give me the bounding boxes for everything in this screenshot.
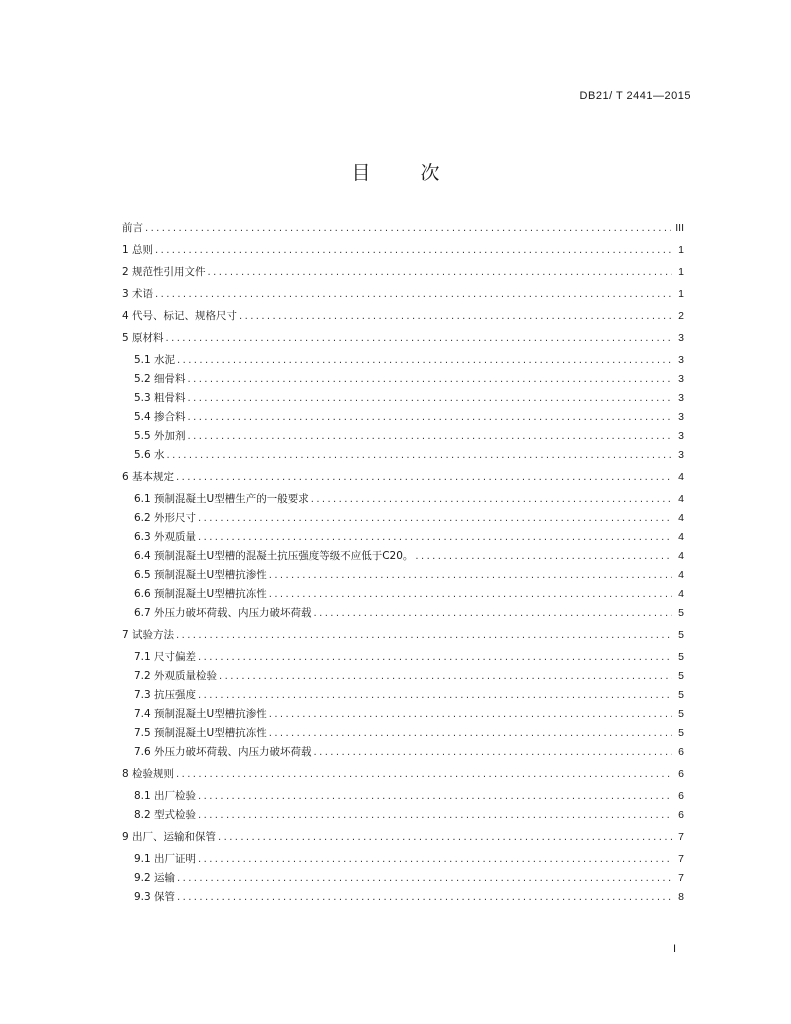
toc-dot-leader — [176, 626, 672, 645]
toc-entry-label: 6.6 预制混凝土U型槽抗冻性 — [134, 588, 267, 600]
toc-dot-leader — [198, 787, 672, 806]
toc-entry[interactable] — [122, 547, 684, 566]
toc-entry-label: 6.4 预制混凝土U型槽的混凝土抗压强度等级不应低于C20。 — [134, 550, 414, 562]
toc-entry-label: 5.1 水泥 — [134, 354, 176, 366]
toc-entry-page: 4 — [678, 531, 684, 543]
toc-dot-leader — [198, 850, 672, 869]
toc-entry-page: 1 — [678, 266, 684, 278]
toc-entry[interactable] — [122, 285, 684, 304]
table-of-contents — [122, 219, 684, 907]
toc-dot-leader — [314, 604, 672, 623]
toc-entry-page: 3 — [678, 354, 684, 366]
toc-entry-label: 6.5 预制混凝土U型槽抗渗性 — [134, 569, 267, 581]
toc-entry[interactable] — [122, 850, 684, 869]
toc-dot-leader — [198, 648, 672, 667]
toc-dot-leader — [188, 389, 672, 408]
toc-entry[interactable] — [122, 446, 684, 465]
toc-entry-label: 6.2 外形尺寸 — [134, 512, 197, 524]
toc-entry-label: 7.4 预制混凝土U型槽抗渗性 — [134, 708, 267, 720]
toc-entry-page: 5 — [678, 727, 684, 739]
toc-dot-leader — [269, 566, 672, 585]
toc-entry-label: 6.7 外压力破坏荷载、内压力破坏荷载 — [134, 607, 312, 619]
page-title: 目 次 — [351, 162, 462, 184]
toc-entry-label: 2 规范性引用文件 — [122, 266, 206, 278]
toc-entry-label: 5.6 水 — [134, 449, 165, 461]
toc-entry-page: 4 — [678, 493, 684, 505]
toc-entry-label: 5 原材料 — [122, 332, 164, 344]
toc-entry-page: 4 — [678, 471, 684, 483]
toc-dot-leader — [145, 219, 671, 238]
toc-entry[interactable] — [122, 828, 684, 847]
toc-entry[interactable] — [122, 427, 684, 446]
toc-entry[interactable] — [122, 686, 684, 705]
toc-dot-leader — [239, 307, 672, 326]
toc-dot-leader — [188, 370, 672, 389]
toc-dot-leader — [311, 490, 672, 509]
toc-entry[interactable] — [122, 667, 684, 686]
toc-entry[interactable] — [122, 490, 684, 509]
toc-entry-page: 6 — [678, 809, 684, 821]
toc-entry-label: 7.5 预制混凝土U型槽抗冻性 — [134, 727, 267, 739]
toc-entry[interactable] — [122, 705, 684, 724]
toc-entry-label: 9.3 保管 — [134, 891, 176, 903]
toc-dot-leader — [155, 241, 672, 260]
toc-entry-label: 6 基本规定 — [122, 471, 175, 483]
toc-entry-page: 4 — [678, 588, 684, 600]
toc-entry-page: 3 — [678, 430, 684, 442]
toc-dot-leader — [219, 667, 672, 686]
toc-dot-leader — [188, 408, 672, 427]
toc-dot-leader — [208, 263, 672, 282]
toc-entry-page: 7 — [678, 872, 684, 884]
toc-entry-label: 8.1 出厂检验 — [134, 790, 197, 802]
toc-dot-leader — [218, 828, 672, 847]
toc-entry[interactable] — [122, 329, 684, 348]
toc-entry[interactable] — [122, 724, 684, 743]
toc-dot-leader — [415, 547, 672, 566]
toc-entry-page: 7 — [678, 831, 684, 843]
toc-entry-label: 4 代号、标记、规格尺寸 — [122, 310, 238, 322]
toc-dot-leader — [176, 468, 672, 487]
toc-entry[interactable] — [122, 263, 684, 282]
toc-entry-page: 5 — [678, 607, 684, 619]
toc-entry-label: 8 检验规则 — [122, 768, 175, 780]
toc-entry[interactable] — [122, 351, 684, 370]
toc-entry[interactable] — [122, 765, 684, 784]
toc-dot-leader — [177, 888, 672, 907]
toc-entry-page: 5 — [678, 708, 684, 720]
toc-entry-label: 1 总则 — [122, 244, 154, 256]
toc-entry-page: 3 — [678, 411, 684, 423]
toc-entry-page: 5 — [678, 670, 684, 682]
document-id: DB21/ T 2441—2015 — [579, 90, 691, 102]
toc-entry-page: 6 — [678, 790, 684, 802]
toc-entry-label: 6.1 预制混凝土U型槽生产的一般要求 — [134, 493, 309, 505]
toc-entry[interactable] — [122, 626, 684, 645]
toc-entry-label: 5.5 外加剂 — [134, 430, 186, 442]
toc-entry-page: 6 — [678, 768, 684, 780]
toc-entry-page: 4 — [678, 550, 684, 562]
toc-entry[interactable] — [122, 408, 684, 427]
toc-entry[interactable] — [122, 743, 684, 762]
toc-entry[interactable] — [122, 869, 684, 888]
toc-entry-page: 1 — [678, 244, 684, 256]
toc-entry[interactable] — [122, 509, 684, 528]
toc-entry[interactable] — [122, 566, 684, 585]
toc-entry-page: 4 — [678, 569, 684, 581]
toc-entry[interactable] — [122, 787, 684, 806]
toc-dot-leader — [177, 351, 672, 370]
toc-entry[interactable] — [122, 307, 684, 326]
page-number: I — [672, 943, 676, 955]
toc-entry-label: 5.3 粗骨料 — [134, 392, 186, 404]
toc-entry[interactable] — [122, 389, 684, 408]
toc-entry-label: 7.1 尺寸偏差 — [134, 651, 197, 663]
toc-dot-leader — [166, 329, 672, 348]
toc-entry-label: 5.4 掺合料 — [134, 411, 186, 423]
toc-entry-label: 7.3 抗压强度 — [134, 689, 197, 701]
toc-dot-leader — [314, 743, 672, 762]
toc-entry-label: 7 试验方法 — [122, 629, 175, 641]
toc-entry-label: 9 出厂、运输和保管 — [122, 831, 217, 843]
toc-entry-label: 7.6 外压力破坏荷载、内压力破坏荷载 — [134, 746, 312, 758]
toc-entry[interactable] — [122, 219, 684, 238]
toc-entry[interactable] — [122, 888, 684, 907]
toc-dot-leader — [198, 686, 672, 705]
toc-entry-page: 3 — [678, 449, 684, 461]
toc-entry-page: 3 — [678, 392, 684, 404]
toc-entry[interactable] — [122, 528, 684, 547]
toc-entry-page: III — [675, 222, 684, 234]
toc-entry[interactable] — [122, 648, 684, 667]
toc-entry-label: 9.2 运输 — [134, 872, 176, 884]
toc-entry-label: 6.3 外观质量 — [134, 531, 197, 543]
toc-dot-leader — [155, 285, 672, 304]
toc-dot-leader — [269, 705, 672, 724]
toc-dot-leader — [198, 528, 672, 547]
toc-dot-leader — [198, 509, 672, 528]
toc-entry-page: 4 — [678, 512, 684, 524]
toc-entry[interactable] — [122, 370, 684, 389]
toc-entry-label: 9.1 出厂证明 — [134, 853, 197, 865]
toc-entry-page: 2 — [678, 310, 684, 322]
toc-entry-label: 前言 — [122, 222, 143, 234]
toc-entry-page: 5 — [678, 651, 684, 663]
toc-entry-page: 6 — [678, 746, 684, 758]
toc-entry-page: 3 — [678, 373, 684, 385]
toc-entry-page: 5 — [678, 689, 684, 701]
toc-entry-label: 3 术语 — [122, 288, 154, 300]
toc-entry-page: 1 — [678, 288, 684, 300]
toc-entry-label: 8.2 型式检验 — [134, 809, 197, 821]
toc-entry-page: 3 — [678, 332, 684, 344]
toc-dot-leader — [269, 585, 672, 604]
toc-dot-leader — [176, 765, 672, 784]
toc-entry-page: 5 — [678, 629, 684, 641]
toc-dot-leader — [269, 724, 672, 743]
toc-entry-page: 7 — [678, 853, 684, 865]
toc-entry[interactable] — [122, 241, 684, 260]
toc-dot-leader — [198, 806, 672, 825]
toc-dot-leader — [167, 446, 672, 465]
toc-entry[interactable] — [122, 806, 684, 825]
toc-entry-page: 8 — [678, 891, 684, 903]
toc-dot-leader — [188, 427, 672, 446]
toc-dot-leader — [177, 869, 672, 888]
toc-entry[interactable] — [122, 468, 684, 487]
toc-entry[interactable] — [122, 585, 684, 604]
toc-entry-label: 7.2 外观质量检验 — [134, 670, 218, 682]
toc-entry[interactable] — [122, 604, 684, 623]
toc-entry-label: 5.2 细骨料 — [134, 373, 186, 385]
